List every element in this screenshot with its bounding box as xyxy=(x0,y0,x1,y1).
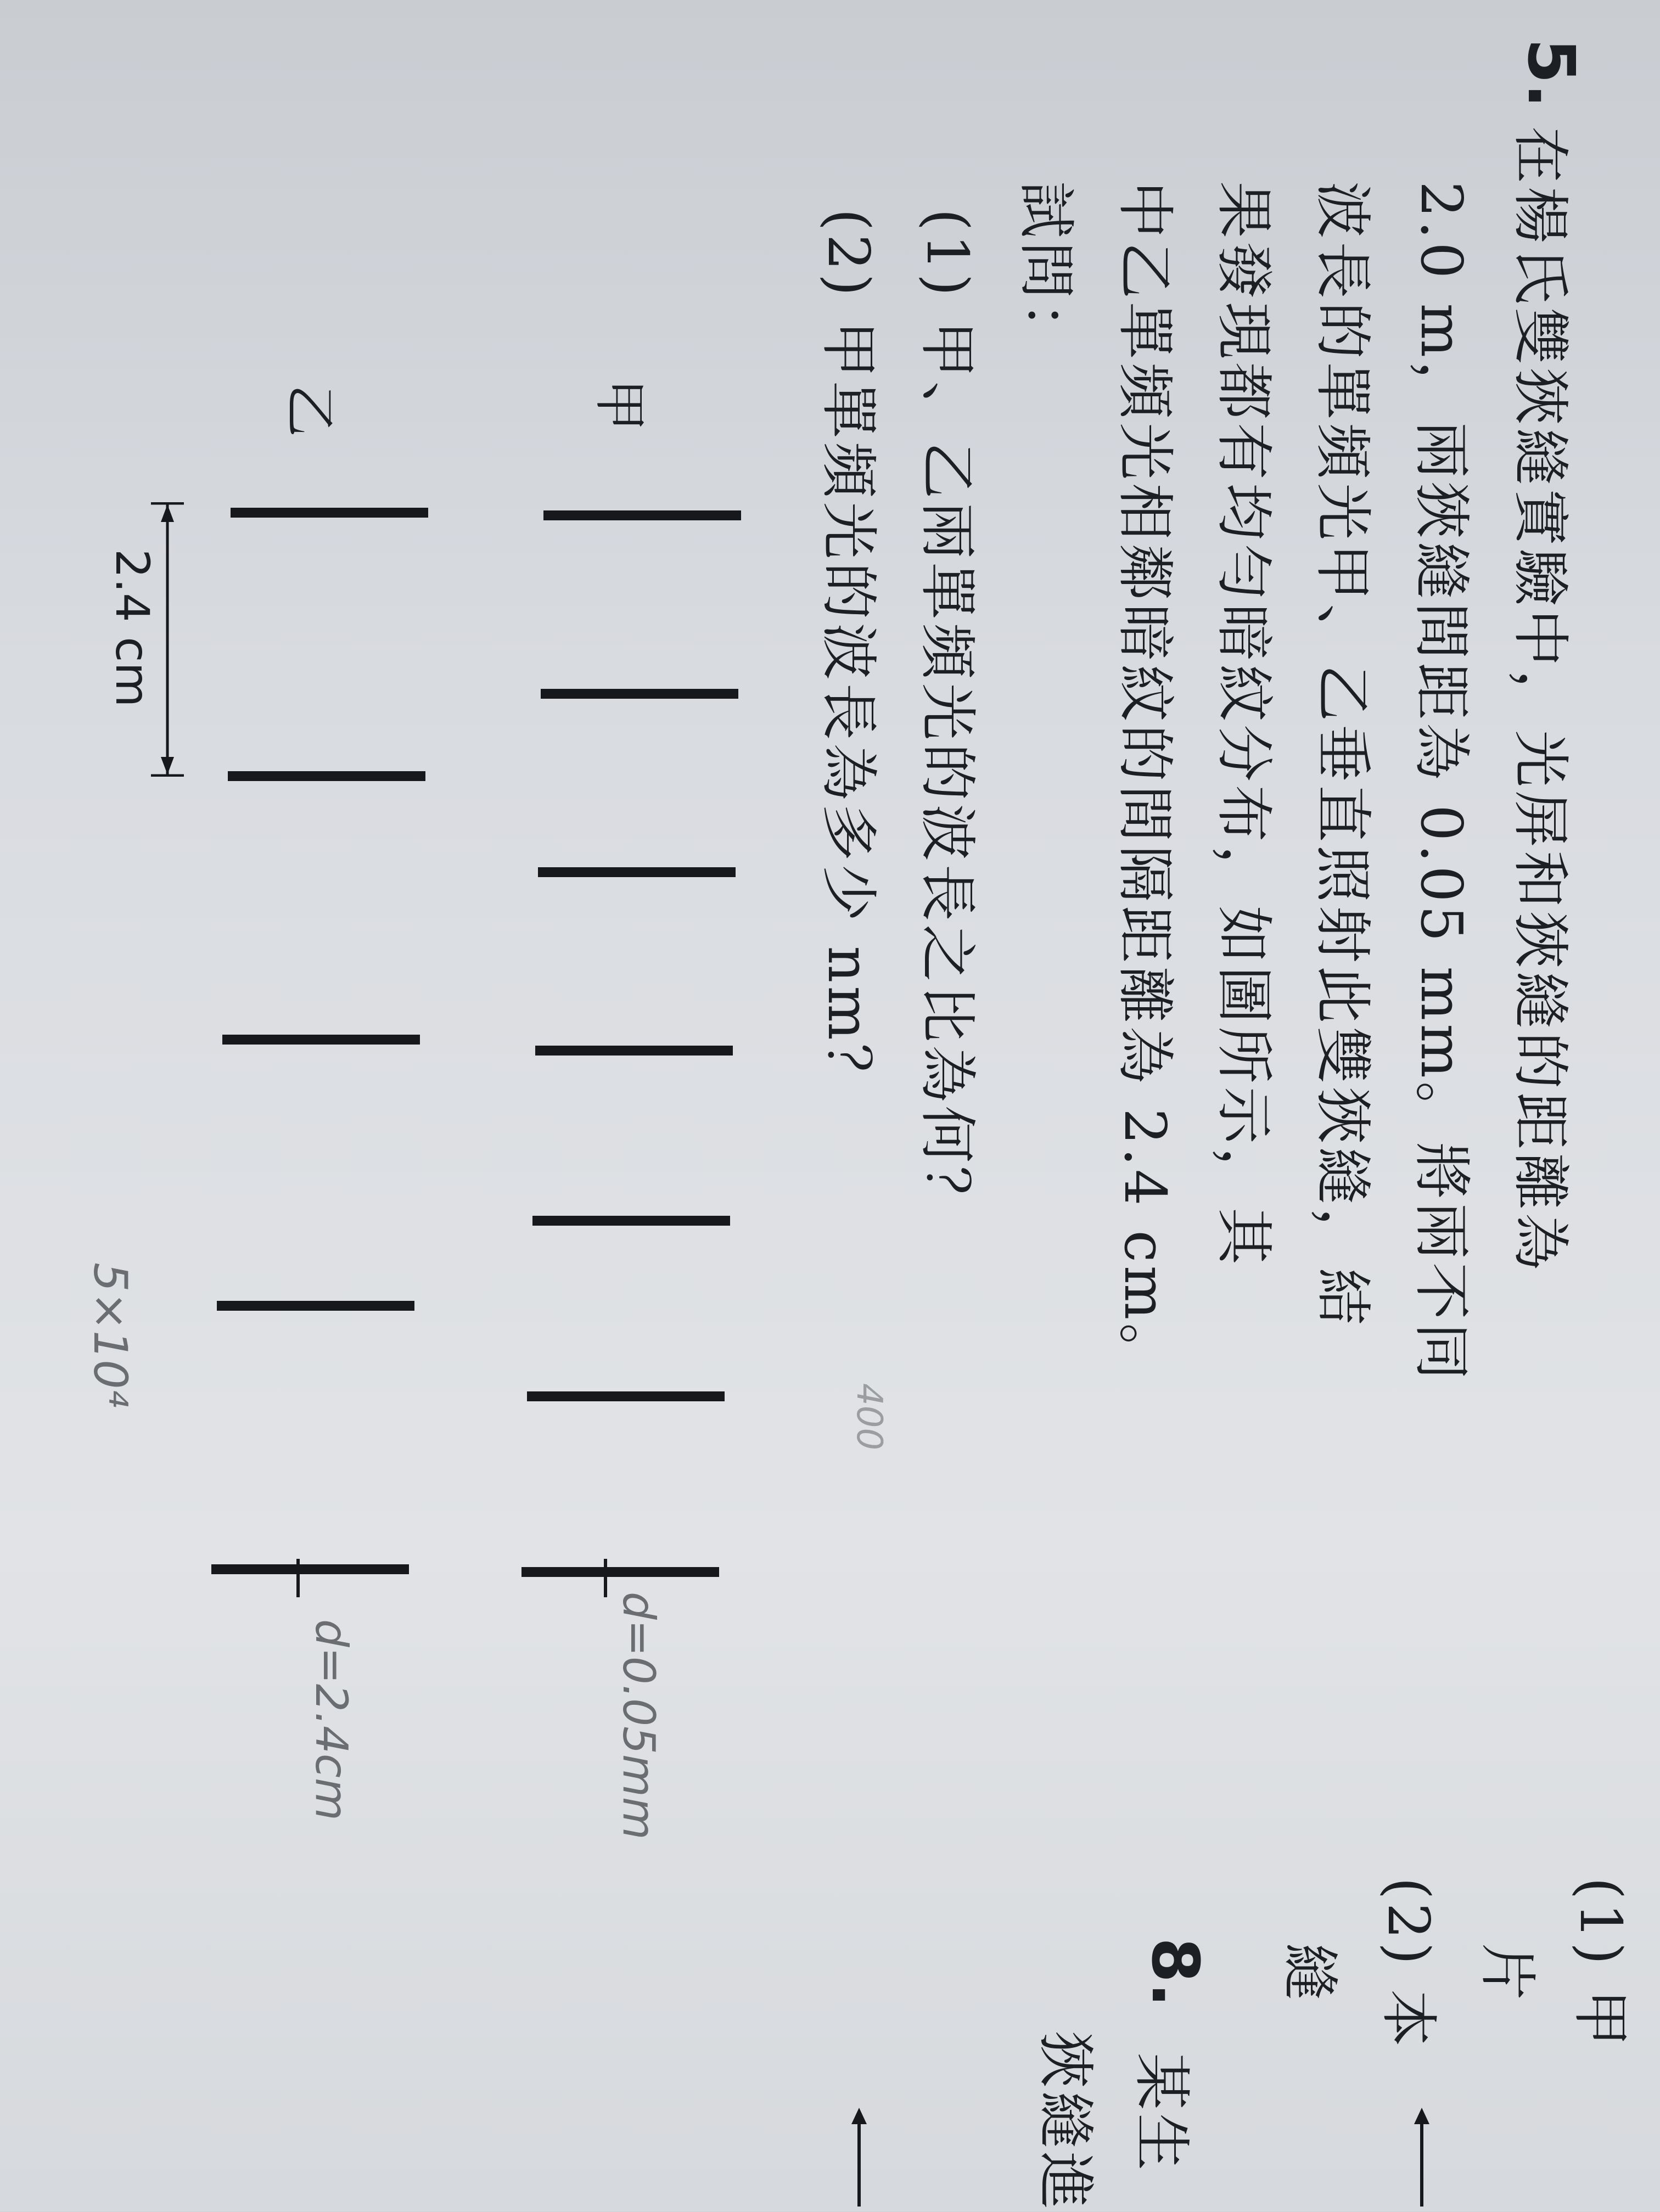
fringe-yi xyxy=(222,1035,420,1045)
fringe-yi xyxy=(231,508,428,518)
side-text-1: (1) 甲 xyxy=(1567,1877,1634,2050)
tick-mark xyxy=(296,1559,300,1597)
problem-line-6: 試問： xyxy=(1013,181,1080,363)
dimension-arrow xyxy=(162,502,173,777)
sub-question-1: (1) 甲、乙兩單頻光的波長之比為何？ xyxy=(914,209,981,1227)
fringe-yi xyxy=(228,771,425,781)
figure-label-yi: 乙 xyxy=(279,384,340,437)
question-number: 5. xyxy=(1513,38,1589,108)
side-text-3: (2) 本 xyxy=(1375,1877,1442,2050)
question-8-line-2: 狹縫進 xyxy=(1032,2031,1099,2212)
side-text-4: 縫 xyxy=(1276,1943,1343,2004)
handwritten-note-d1: d=0.05mm xyxy=(613,1592,664,1840)
fringe-jia xyxy=(521,1567,719,1577)
figure-label-jia: 甲 xyxy=(589,379,650,431)
question-8-number: 8. xyxy=(1137,1938,1213,2007)
arrow-mark xyxy=(1411,2108,1433,2209)
problem-line-5: 中乙單頻光相鄰暗紋的間隔距離為 2.4 cm。 xyxy=(1112,181,1179,1384)
handwritten-note-calc: 5×10⁴ xyxy=(83,1262,137,1408)
question-8-text: 某生 xyxy=(1128,2053,1195,2174)
handwritten-note-d2: d=2.4cm xyxy=(306,1619,357,1821)
dimension-label: 2.4 cm xyxy=(105,549,159,708)
side-text-2: 片 xyxy=(1474,1943,1541,2004)
fringe-yi xyxy=(211,1564,409,1574)
sub-question-2: (2) 甲單頻光的波長為多少 nm？ xyxy=(815,209,882,1104)
fringe-jia xyxy=(527,1391,725,1401)
problem-line-3: 波長的單頻光甲、乙垂直照射此雙狹縫，結 xyxy=(1309,181,1376,1329)
problem-line-1: 在楊氏雙狹縫實驗中，光屏和狹縫的距離為 xyxy=(1507,126,1574,1274)
fringe-yi xyxy=(217,1301,414,1311)
problem-line-2: 2.0 m，兩狹縫間距為 0.05 mm。將兩不同 xyxy=(1408,181,1475,1383)
fringe-jia xyxy=(541,689,738,699)
handwritten-note-small: 400 xyxy=(849,1383,889,1451)
tick-mark xyxy=(604,1559,607,1597)
fringe-jia xyxy=(532,1216,730,1226)
fringe-jia xyxy=(538,867,736,877)
fringe-jia xyxy=(543,510,741,520)
arrow-mark xyxy=(848,2108,870,2209)
fringe-jia xyxy=(535,1046,733,1056)
problem-line-4: 果發現都有均勻暗紋分布，如圖所示，其 xyxy=(1210,181,1277,1268)
